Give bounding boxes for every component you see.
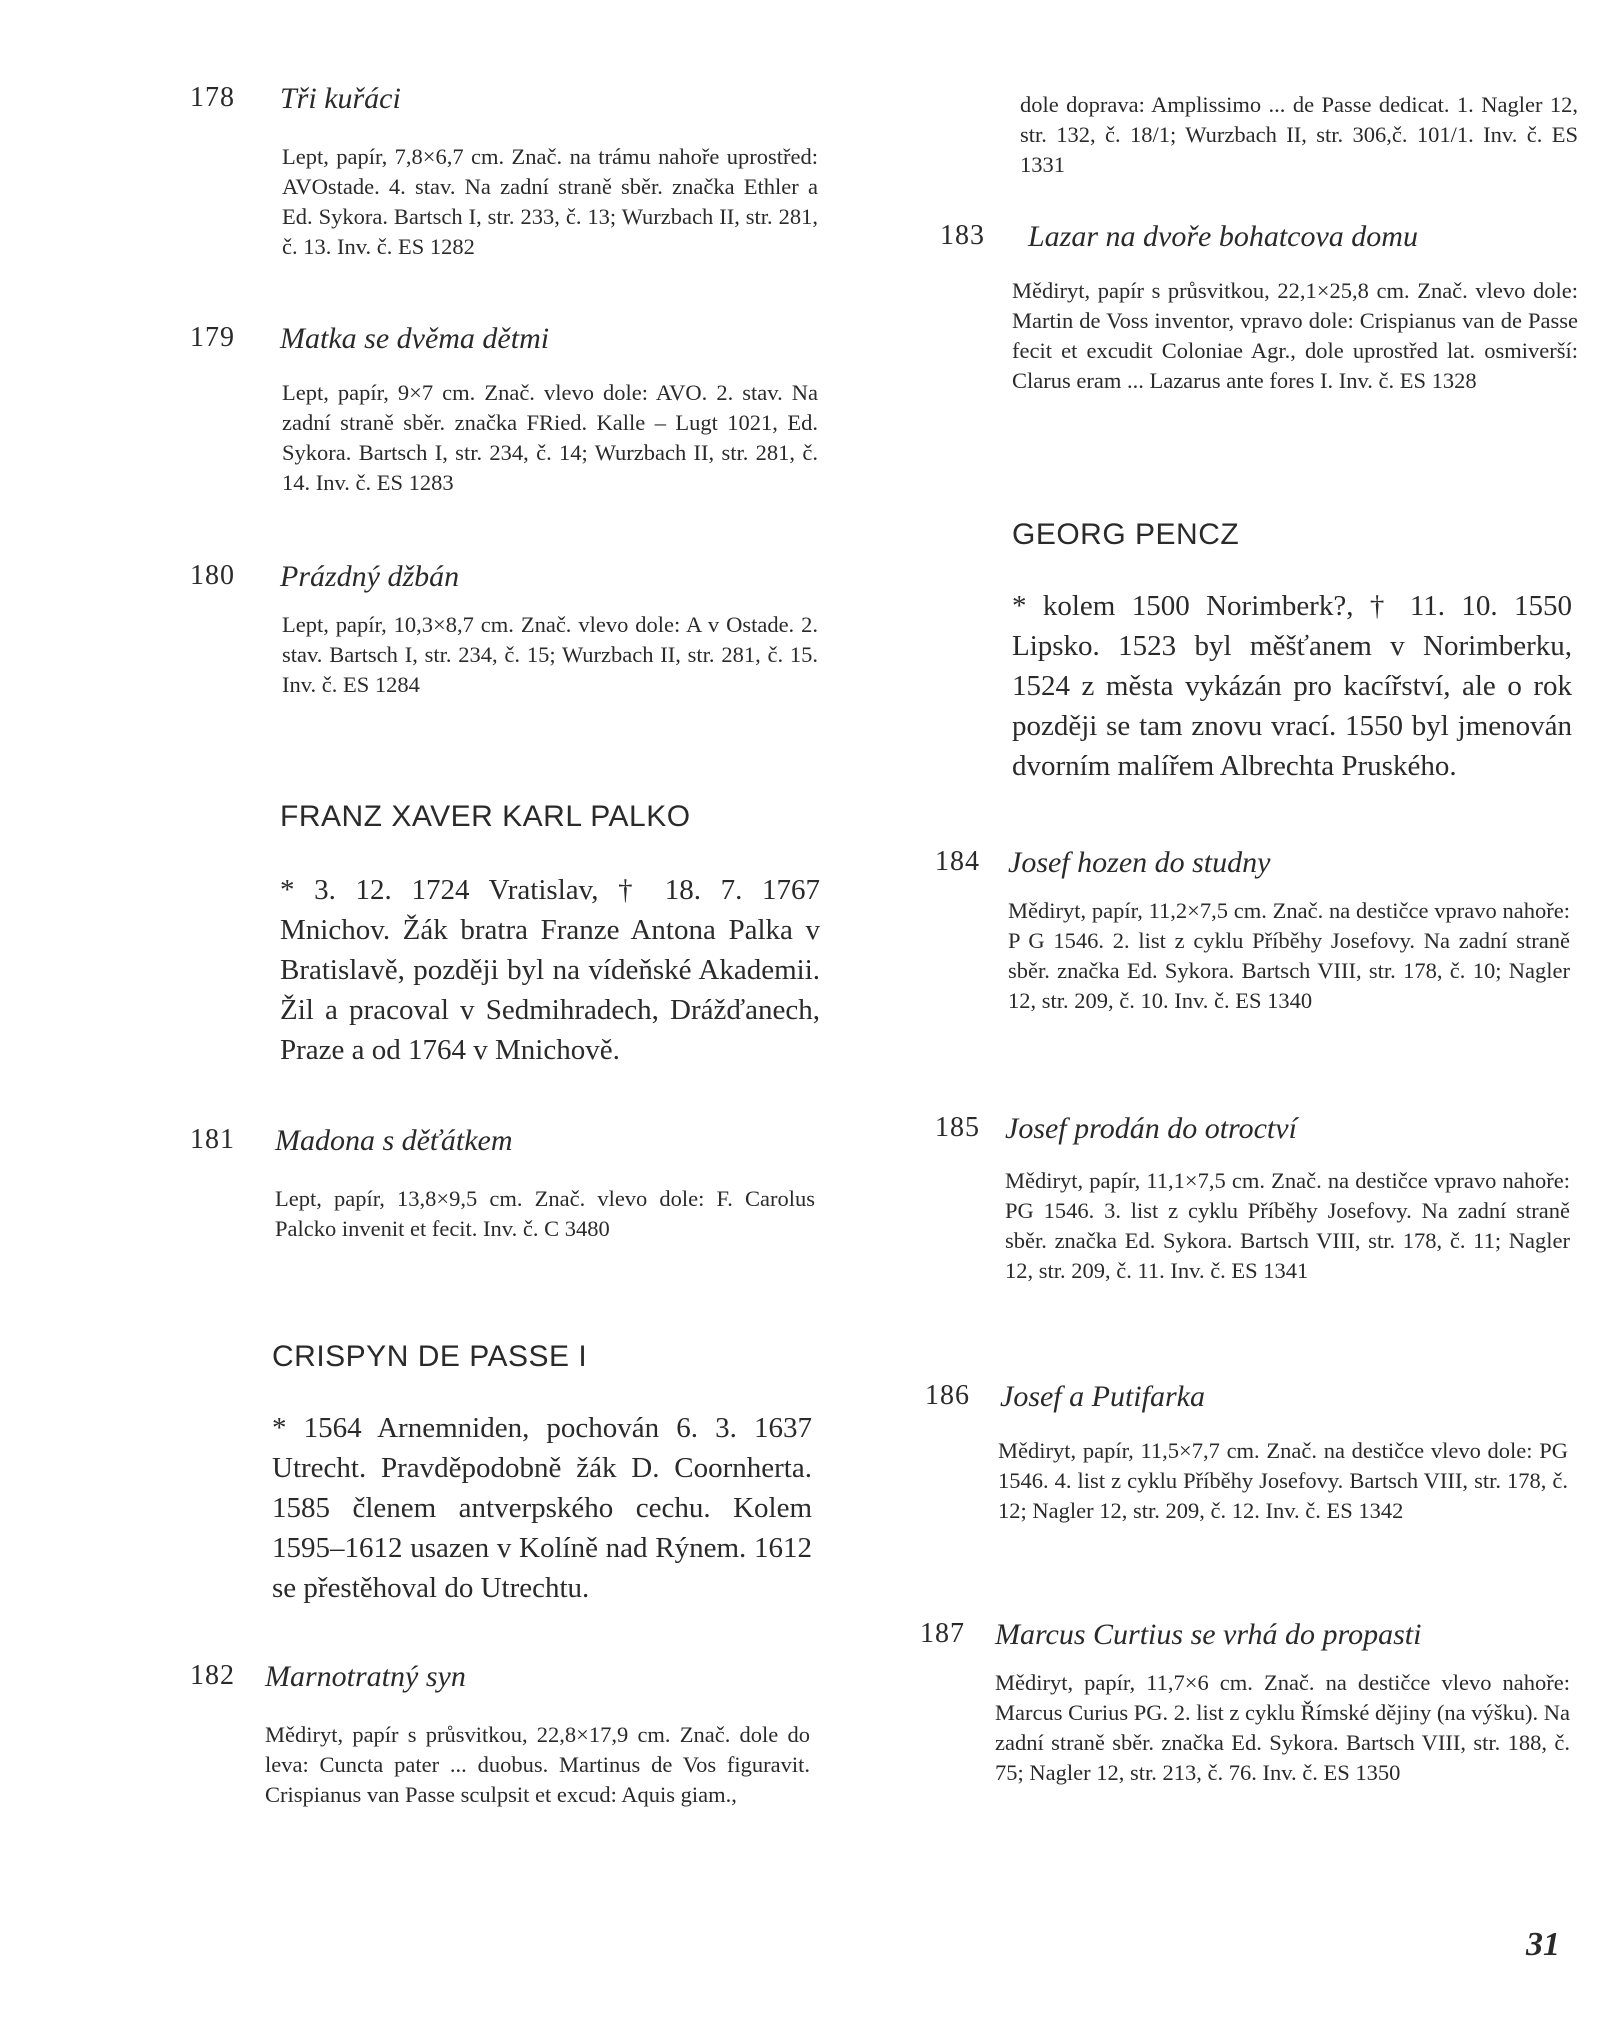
artist-name: GEORG PENCZ — [1012, 518, 1240, 551]
entry-title: Josef prodán do otroctví — [1005, 1112, 1297, 1145]
entry-number: 185 — [935, 1112, 980, 1143]
entry-number: 181 — [190, 1124, 235, 1155]
page-number: 31 — [1526, 1926, 1560, 1963]
artist-bio: * kolem 1500 Norimberk?, † 11. 10. 1550 Lipsko. 1523 byl měšťanem v Norimberku, 1524 z města vykázán pro kacířství, ale o rok později se tam znovu vrací. 1550 byl jmenován dvorním malířem Albrechta Pruského. — [1012, 590, 1572, 782]
entry-182-continuation: dole doprava: Amplissimo ... de Passe dedicat. 1. Nagler 12, str. 132, č. 18/1; Wurzbach II, str. 306,č. 101/1. Inv. č. ES 1331 — [1020, 92, 1578, 177]
entry-description: Lept, papír, 10,3×8,7 cm. Znač. vlevo dole: A v Ostade. 2. stav. Bartsch I, str. 234, č. 15; Wurzbach II, str. 281, č. 15. Inv. č. ES 1284 — [282, 612, 818, 697]
entry-number: 178 — [190, 82, 235, 113]
artist-bio: * 1564 Arnemniden, pochován 6. 3. 1637 Utrecht. Pravděpodobně žák D. Coornherta. 1585 členem antverpského cechu. Kolem 1595–1612 usazen v Kolíně nad Rýnem. 1612 se přestěhoval do Utrechtu. — [272, 1412, 812, 1604]
entry-title: Madona s děťátkem — [275, 1124, 513, 1157]
entry-title: Tři kuřáci — [280, 82, 401, 115]
entry-number: 179 — [190, 322, 235, 353]
entry-number: 183 — [940, 220, 985, 251]
entry-number: 184 — [935, 846, 980, 877]
artist-name: FRANZ XAVER KARL PALKO — [280, 800, 691, 833]
entry-number: 182 — [190, 1660, 235, 1691]
entry-description: Mědiryt, papír, 11,2×7,5 cm. Znač. na destičce vpravo nahoře: P G 1546. 2. list z cyklu Příběhy Josefovy. Na zadní straně sběr. značka Ed. Sykora. Bartsch VIII, str. 178, č. 10; Nagler 12, str. 209, č. 10. Inv. č. ES 1340 — [1008, 898, 1570, 1013]
entry-title: Marcus Curtius se vrhá do propasti — [995, 1618, 1422, 1651]
entry-description: Mědiryt, papír, 11,7×6 cm. Znač. na destičce vlevo nahoře: Marcus Curius PG. 2. list z cyklu Římské dějiny (na výšku). Na zadní straně sběr. značka Ed. Sykora. Bartsch VIII, str. 188, č. 75; Nagler 12, str. 213, č. 76. Inv. č. ES 1350 — [995, 1670, 1570, 1785]
entry-title: Josef hozen do studny — [1008, 846, 1271, 879]
entry-title: Josef a Putifarka — [1000, 1380, 1205, 1413]
entry-description: Mědiryt, papír s průsvitkou, 22,1×25,8 cm. Znač. vlevo dole: Martin de Voss inventor, vpravo dole: Crispianus van de Passe fecit et excudit Coloniae Agr., dole uprostřed lat. osmiverší: Clarus eram ... Lazarus ante fores I. Inv. č. ES 1328 — [1012, 278, 1578, 393]
artist-bio: * 3. 12. 1724 Vratislav, † 18. 7. 1767 Mnichov. Žák bratra Franze Antona Palka v Bratislavě, později byl na vídeňské Akademii. Žil a pracoval v Sedmihradech, Drážďanech, Praze a od 1764 v Mnichově. — [280, 874, 820, 1066]
artist-name: CRISPYN DE PASSE I — [272, 1340, 588, 1373]
entry-title: Matka se dvěma dětmi — [280, 322, 550, 355]
entry-description: Lept, papír, 9×7 cm. Znač. vlevo dole: AVO. 2. stav. Na zadní straně sběr. značka FRied. Kalle – Lugt 1021, Ed. Sykora. Bartsch I, str. 234, č. 14; Wurzbach II, str. 281, č. 14. Inv. č. ES 1283 — [282, 380, 818, 495]
entry-description: Lept, papír, 7,8×6,7 cm. Znač. na trámu nahoře uprostřed: AVOstade. 4. stav. Na zadní straně sběr. značka Ethler a Ed. Sykora. Bartsch I, str. 233, č. 13; Wurzbach II, str. 281, č. 13. Inv. č. ES 1282 — [282, 144, 818, 259]
entry-number: 180 — [190, 560, 235, 591]
entry-description: Mědiryt, papír s průsvitkou, 22,8×17,9 cm. Znač. dole do leva: Cuncta pater ... duobus. Martinus de Vos figuravit. Crispianus van Passe sculpsit et excud: Aquis giam., — [265, 1722, 810, 1807]
entry-description: Mědiryt, papír, 11,5×7,7 cm. Znač. na destičce vlevo dole: PG 1546. 4. list z cyklu Příběhy Josefovy. Bartsch VIII, str. 178, č. 12; Nagler 12, str. 209, č. 12. Inv. č. ES 1342 — [998, 1438, 1568, 1523]
entry-number: 186 — [925, 1380, 970, 1411]
entry-title: Lazar na dvoře bohatcova domu — [1028, 220, 1418, 253]
entry-description: Mědiryt, papír, 11,1×7,5 cm. Znač. na destičce vpravo nahoře: PG 1546. 3. list z cyklu Příběhy Josefovy. Na zadní straně sběr. značka Ed. Sykora. Bartsch VIII, str. 178, č. 11; Nagler 12, str. 209, č. 11. Inv. č. ES 1341 — [1005, 1168, 1570, 1283]
entry-title: Marnotratný syn — [265, 1660, 466, 1693]
entry-number: 187 — [920, 1618, 965, 1649]
entry-description: Lept, papír, 13,8×9,5 cm. Znač. vlevo dole: F. Carolus Palcko invenit et fecit. Inv. č. C 3480 — [275, 1186, 815, 1241]
entry-title: Prázdný džbán — [280, 560, 460, 593]
